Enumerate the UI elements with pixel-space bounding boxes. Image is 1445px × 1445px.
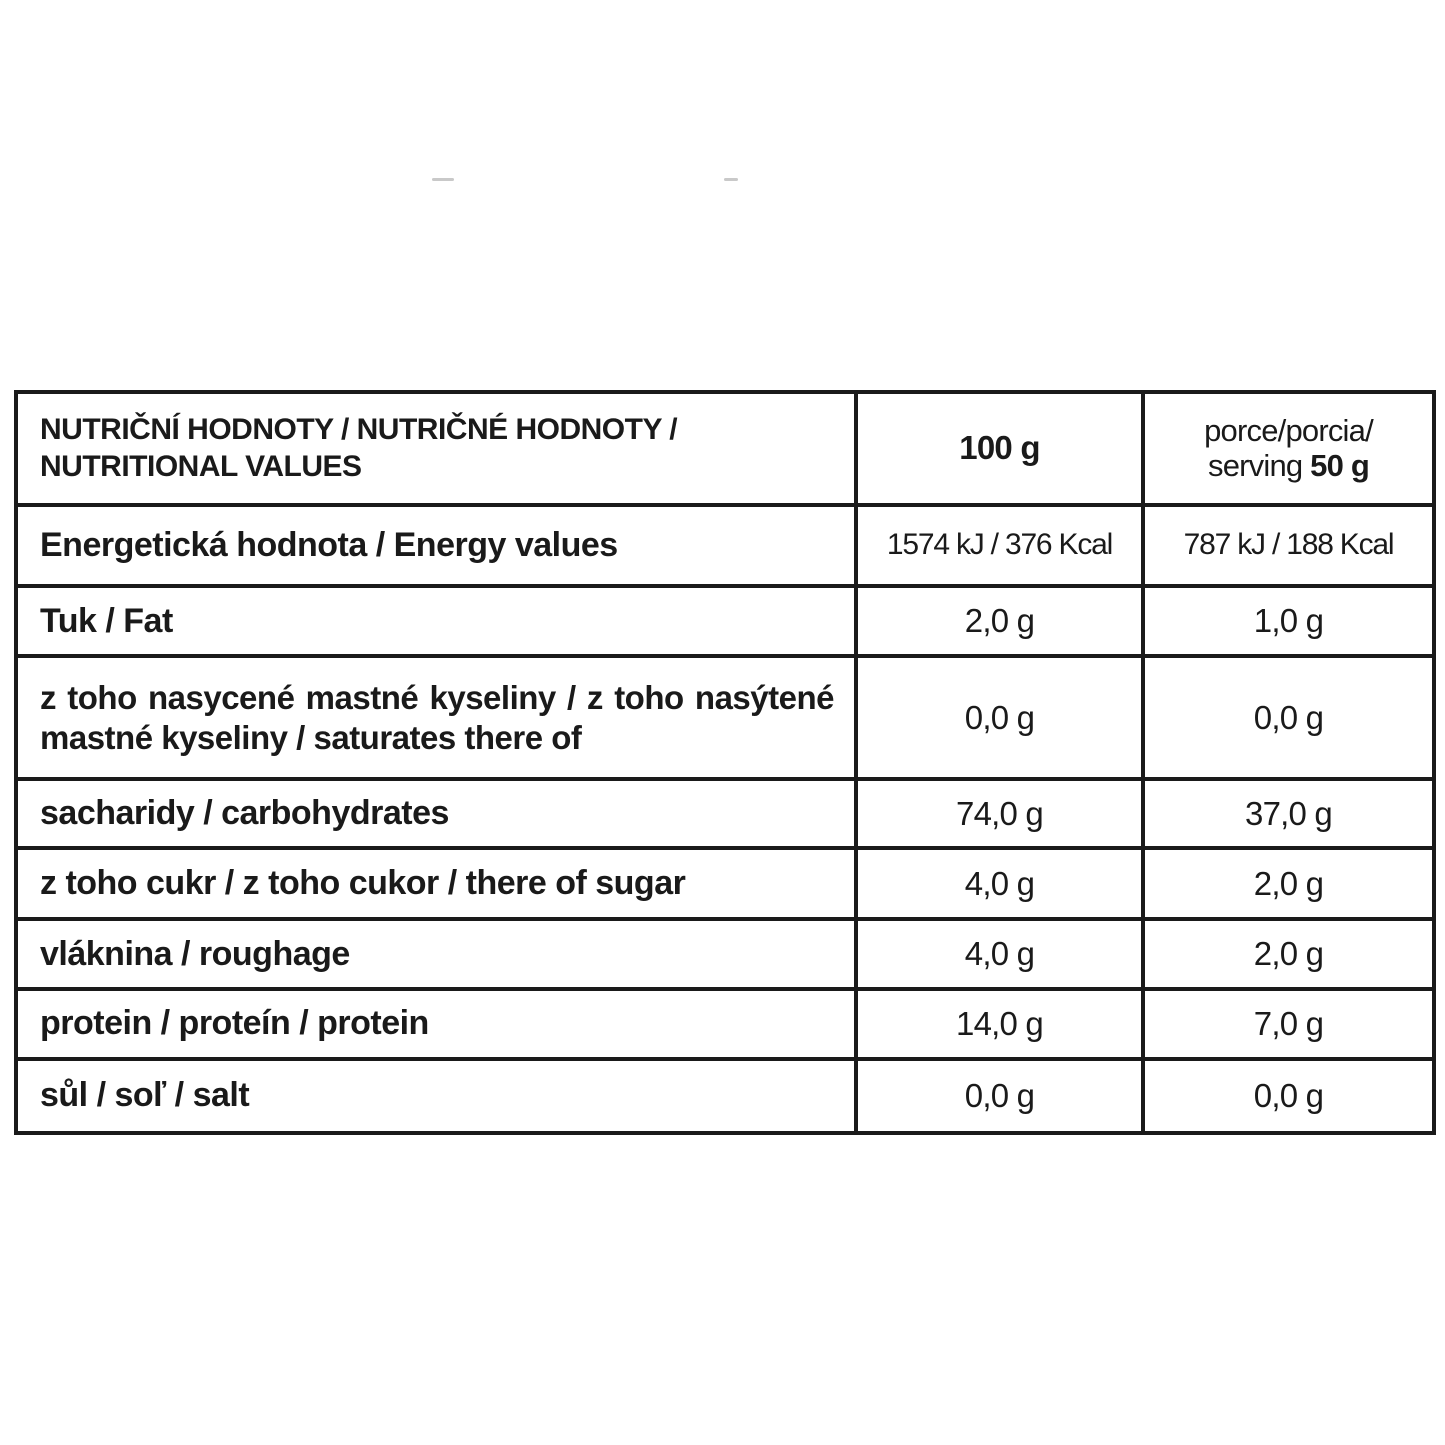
row-label-energy: Energetická hodnota / Energy values [18, 507, 858, 588]
row-value-sugar-serving: 2,0 g [1145, 850, 1432, 920]
header-label-line1: NUTRIČNÍ HODNOTY / NUTRIČNÉ HODNOTY / [40, 412, 678, 446]
table-row [18, 921, 1432, 991]
row-value-carbohydrates-serving: 37,0 g [1145, 781, 1432, 850]
table-header-row [18, 394, 1432, 507]
nutrition-table [14, 390, 1436, 1135]
row-value-roughage-100: 4,0 g [858, 921, 1145, 991]
row-value-energy-serving: 787 kJ / 188 Kcal [1145, 507, 1432, 588]
row-label-saturates: z toho nasycené mastné kyseliny / z toho nasýtené mastné kyseliny / saturates there of [18, 658, 858, 781]
header-serving-amount: 50 g [1310, 448, 1369, 484]
header-label-line2: NUTRITIONAL VALUES [40, 450, 362, 484]
table-row [18, 507, 1432, 588]
row-value-saturates-serving: 0,0 g [1145, 658, 1432, 781]
row-label-roughage: vláknina / roughage [18, 921, 858, 991]
table-row [18, 850, 1432, 920]
row-value-energy-100: 1574 kJ / 376 Kcal [858, 507, 1145, 588]
header-serving-line1: porce/porcia/ [1204, 412, 1373, 448]
row-label-sugar: z toho cukr / z toho cukor / there of sugar [18, 850, 858, 920]
row-label-salt: sůl / soľ / salt [18, 1061, 858, 1131]
row-label-protein: protein / proteín / protein [18, 991, 858, 1060]
row-value-saturates-100: 0,0 g [858, 658, 1145, 781]
stray-mark-right [724, 178, 738, 181]
table-row [18, 1061, 1432, 1131]
stray-mark-left [432, 178, 454, 181]
header-label-cell [18, 394, 858, 507]
table-row [18, 781, 1432, 850]
row-value-salt-serving: 0,0 g [1253, 1076, 1324, 1114]
header-serving-prefix: serving [1208, 448, 1311, 484]
row-value-carbohydrates-100: 74,0 g [858, 781, 1145, 850]
table-row [18, 991, 1432, 1060]
row-value-salt-100: 0,0 g [858, 1061, 1145, 1131]
row-value-protein-100: 14,0 g [858, 991, 1145, 1060]
table-row [18, 658, 1432, 781]
row-label-carbohydrates: sacharidy / carbohydrates [18, 781, 858, 850]
header-per-100-text: 100 g [959, 429, 1040, 467]
row-value-fat-serving: 1,0 g [1145, 588, 1432, 658]
table-row [18, 588, 1432, 658]
row-label-fat: Tuk / Fat [18, 588, 858, 658]
header-per-serving [1145, 394, 1432, 507]
row-value-fat-100: 2,0 g [858, 588, 1145, 658]
row-value-sugar-100: 4,0 g [858, 850, 1145, 920]
row-value-roughage-serving: 2,0 g [1145, 921, 1432, 991]
row-value-protein-serving: 7,0 g [1145, 991, 1432, 1060]
header-per-100 [858, 394, 1145, 507]
